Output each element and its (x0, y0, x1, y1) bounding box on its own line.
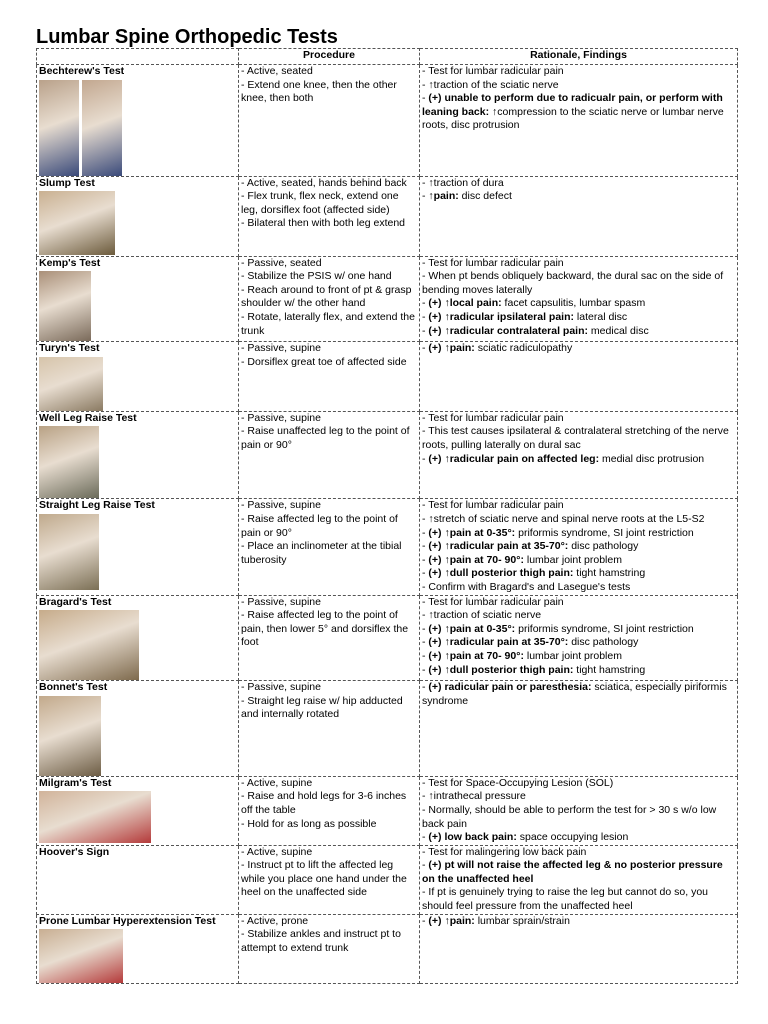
test-cell (37, 776, 239, 845)
finding-label: (+) ↑radicular ipsilateral pain: (428, 310, 575, 323)
rationale-cell (420, 411, 738, 499)
header-row (37, 49, 738, 65)
finding-label: (+) ↑radicular pain at 35-70°: (428, 636, 569, 649)
test-name: Turyn's Test (39, 342, 100, 355)
procedure-cell (239, 914, 420, 984)
test-photo (82, 80, 122, 176)
procedure-cell (239, 256, 420, 342)
rationale-line: - This test causes ipsilateral & contralateral stretching of the nerve roots, pulling laterally on dural sac (422, 425, 735, 452)
procedure-line: - Passive, supine (241, 596, 417, 610)
test-cell (37, 681, 239, 777)
finding-label: (+) ↑pain: (428, 342, 475, 355)
rationale-cell (420, 65, 738, 177)
rationale-line: - Normally, should be able to perform the test for > 30 s w/o low back pain (422, 804, 735, 831)
procedure-line: - Instruct pt to lift the affected leg while you place one hand under the heel on the unaffected side (241, 859, 417, 900)
test-cell (37, 411, 239, 499)
procedure-line: - Stabilize the PSIS w/ one hand (241, 270, 417, 284)
rationale-line: - (+) ↑pain at 70- 90°: lumbar joint problem (422, 554, 735, 568)
rationale-line: - (+) low back pain: space occupying lesion (422, 831, 735, 845)
procedure-line: - Reach around to front of pt & grasp shoulder w/ the other hand (241, 284, 417, 311)
finding-label: (+) ↑radicular contralateral pain: (428, 324, 589, 337)
test-photo (39, 514, 99, 590)
test-photo (39, 271, 91, 341)
rationale-line: - (+) ↑pain: lumbar sprain/strain (422, 915, 735, 929)
test-cell (37, 342, 239, 412)
rationale-cell (420, 256, 738, 342)
rationale-line: - Test for lumbar radicular pain (422, 596, 735, 610)
header-procedure: Procedure (239, 49, 420, 65)
procedure-line: - Passive, supine (241, 681, 417, 695)
procedure-line: - Passive, supine (241, 342, 417, 356)
rationale-cell (420, 776, 738, 845)
procedure-cell (239, 681, 420, 777)
procedure-line: - Flex trunk, flex neck, extend one leg, dorsiflex foot (affected side) (241, 190, 417, 217)
procedure-line: - Straight leg raise w/ hip adducted and internally rotated (241, 695, 417, 722)
rationale-cell (420, 845, 738, 914)
procedure-line: - Extend one knee, then the other knee, then both (241, 79, 417, 106)
finding-label: (+) low back pain: (428, 831, 517, 844)
rationale-line: - (+) ↑pain at 0-35°: priformis syndrome, SI joint restriction (422, 623, 735, 637)
rationale-line: - (+) ↑dull posterior thigh pain: tight hamstring (422, 567, 735, 581)
table-row (37, 176, 738, 256)
rationale-line: - (+) ↑radicular contralateral pain: medical disc (422, 325, 735, 339)
procedure-cell (239, 776, 420, 845)
procedure-cell (239, 845, 420, 914)
procedure-line: - Active, prone (241, 915, 417, 929)
rationale-cell (420, 176, 738, 256)
procedure-cell (239, 411, 420, 499)
test-photo (39, 426, 99, 498)
procedure-line: - Dorsiflex great toe of affected side (241, 356, 417, 370)
rationale-cell (420, 342, 738, 412)
test-name: Straight Leg Raise Test (39, 499, 155, 512)
procedure-cell (239, 499, 420, 595)
procedure-cell (239, 65, 420, 177)
rationale-cell (420, 499, 738, 595)
procedure-cell (239, 595, 420, 681)
table-row (37, 342, 738, 412)
header-rationale: Rationale, Findings (420, 49, 738, 65)
rationale-line: - Test for Space-Occupying Lesion (SOL) (422, 777, 735, 791)
rationale-line: - (+) unable to perform due to radicualr pain, or perform with leaning back: ↑compression to the sciatic nerve or lumbar nerve roots, disc protrusion (422, 92, 735, 133)
rationale-line: - If pt is genuinely trying to raise the leg but cannot do so, you should feel pressure from the unaffected heel (422, 886, 735, 913)
procedure-line: - Passive, supine (241, 412, 417, 426)
rationale-line: - (+) ↑pain at 70- 90°: lumbar joint problem (422, 650, 735, 664)
procedure-line: - Active, supine (241, 777, 417, 791)
procedure-line: - Raise and hold legs for 3-6 inches off the table (241, 790, 417, 817)
finding-label: (+) radicular pain or paresthesia: (428, 681, 592, 694)
rationale-cell (420, 595, 738, 681)
rationale-line: - Test for malingering low back pain (422, 846, 735, 860)
test-photo (39, 610, 139, 680)
test-name: Kemp's Test (39, 256, 101, 269)
procedure-line: - Place an inclinometer at the tibial tuberosity (241, 540, 417, 567)
finding-label: (+) ↑pain at 0-35°: (428, 526, 516, 539)
procedure-cell (239, 176, 420, 256)
rationale-line: - (+) radicular pain or paresthesia: sciatica, especially piriformis syndrome (422, 681, 735, 708)
rationale-line: - (+) ↑pain: sciatic radiculopathy (422, 342, 735, 356)
table-row (37, 499, 738, 595)
table-row (37, 595, 738, 681)
test-name: Bonnet's Test (39, 681, 108, 694)
test-name: Slump Test (39, 176, 95, 189)
rationale-line: - Test for lumbar radicular pain (422, 499, 735, 513)
rationale-line: - (+) ↑local pain: facet capsulitis, lumbar spasm (422, 297, 735, 311)
finding-label: (+) ↑local pain: (428, 297, 502, 310)
finding-label: (+) ↑radicular pain on affected leg: (428, 452, 600, 465)
procedure-line: - Bilateral then with both leg extend (241, 217, 417, 231)
rationale-line: - Confirm with Bragard's and Lasegue's tests (422, 581, 735, 595)
rationale-cell (420, 914, 738, 984)
test-cell (37, 914, 239, 984)
rationale-line: - ↑pain: disc defect (422, 190, 735, 204)
procedure-line: - Active, seated, hands behind back (241, 177, 417, 191)
test-cell (37, 499, 239, 595)
procedure-cell (239, 342, 420, 412)
rationale-cell (420, 681, 738, 777)
procedure-line: - Raise affected leg to the point of pain, then lower 5° and dorsiflex the foot (241, 609, 417, 650)
test-cell (37, 256, 239, 342)
table-row (37, 65, 738, 177)
test-cell (37, 176, 239, 256)
finding-label: (+) ↑dull posterior thigh pain: (428, 663, 574, 676)
procedure-line: - Rotate, laterally flex, and extend the trunk (241, 311, 417, 338)
test-photo (39, 929, 123, 983)
finding-label: (+) ↑pain at 0-35°: (428, 622, 516, 635)
test-name: Milgram's Test (39, 776, 112, 789)
procedure-line: - Passive, seated (241, 257, 417, 271)
rationale-line: - ↑traction of sciatic nerve (422, 609, 735, 623)
test-photo (39, 696, 101, 776)
rationale-line: - When pt bends obliquely backward, the dural sac on the side of bending moves laterally (422, 270, 735, 297)
table-row (37, 411, 738, 499)
test-name: Bechterew's Test (39, 65, 125, 77)
rationale-line: - Test for lumbar radicular pain (422, 65, 735, 79)
table-row (37, 681, 738, 777)
procedure-line: - Hold for as long as possible (241, 818, 417, 832)
test-cell (37, 65, 239, 177)
rationale-line: - (+) ↑dull posterior thigh pain: tight hamstring (422, 664, 735, 678)
rationale-line: - ↑stretch of sciatic nerve and spinal nerve roots at the L5-S2 (422, 513, 735, 527)
procedure-line: - Passive, supine (241, 499, 417, 513)
test-photo (39, 191, 115, 255)
finding-label: (+) ↑pain: (428, 914, 475, 927)
finding-label: (+) unable to perform due to radicualr pain, or perform with leaning back: ↑ (422, 92, 723, 118)
test-photo (39, 80, 79, 176)
test-cell (37, 845, 239, 914)
rationale-line: - ↑intrathecal pressure (422, 790, 735, 804)
finding-label: ↑pain: (428, 190, 459, 203)
test-name: Bragard's Test (39, 595, 112, 608)
header-test (37, 49, 239, 65)
finding-label: (+) ↑pain at 70- 90°: (428, 649, 524, 662)
rationale-line: - (+) ↑radicular pain on affected leg: medial disc protrusion (422, 453, 735, 467)
finding-label: (+) pt will not raise the affected leg & no posterior pressure on the unaffected heel (422, 859, 723, 885)
rationale-line: - Test for lumbar radicular pain (422, 257, 735, 271)
test-name: Prone Lumbar Hyperextension Test (39, 914, 216, 927)
procedure-line: - Raise unaffected leg to the point of pain or 90° (241, 425, 417, 452)
test-name: Hoover's Sign (39, 845, 110, 858)
test-photo (39, 791, 151, 843)
procedure-line: - Active, supine (241, 846, 417, 860)
table-row (37, 776, 738, 845)
table-row (37, 256, 738, 342)
procedure-line: - Stabilize ankles and instruct pt to attempt to extend trunk (241, 928, 417, 955)
finding-label: (+) ↑pain at 70- 90°: (428, 553, 524, 566)
rationale-line: - Test for lumbar radicular pain (422, 412, 735, 426)
finding-label: (+) ↑radicular pain at 35-70°: (428, 540, 569, 553)
rationale-line (422, 859, 735, 886)
test-cell (37, 595, 239, 681)
table-row (37, 845, 738, 914)
rationale-line: - ↑traction of dura (422, 177, 735, 191)
table-row (37, 914, 738, 984)
rationale-line: - (+) ↑pain at 0-35°: priformis syndrome, SI joint restriction (422, 527, 735, 541)
tests-table (36, 48, 738, 984)
rationale-line: - ↑traction of the sciatic nerve (422, 79, 735, 93)
rationale-line: - (+) ↑radicular pain at 35-70°: disc pathology (422, 636, 735, 650)
test-name: Well Leg Raise Test (39, 411, 137, 424)
procedure-line: - Active, seated (241, 65, 417, 79)
procedure-line: - Raise affected leg to the point of pain or 90° (241, 513, 417, 540)
rationale-line: - (+) ↑radicular ipsilateral pain: lateral disc (422, 311, 735, 325)
rationale-line: - (+) ↑radicular pain at 35-70°: disc pathology (422, 540, 735, 554)
page-title: Lumbar Spine Orthopedic Tests (36, 26, 338, 48)
finding-label: (+) ↑dull posterior thigh pain: (428, 567, 574, 580)
test-photo (39, 357, 103, 411)
